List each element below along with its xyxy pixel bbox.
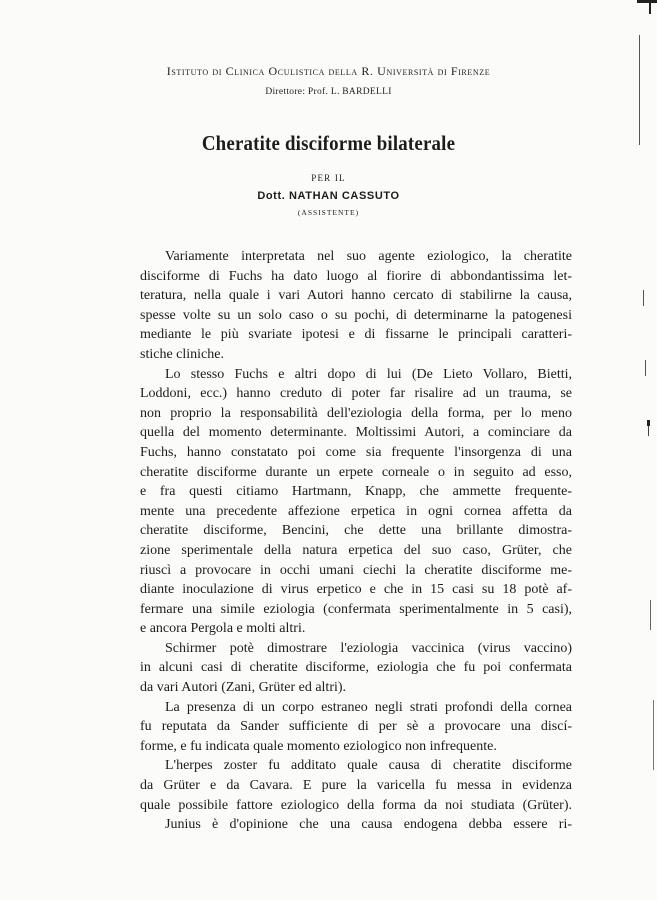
body-line: zione sperimentale della natura erpetica del suo caso, Grüter, che — [140, 542, 572, 558]
body-line: spesse volte su un solo caso o su pochi, di determinarne la patogenesi — [140, 307, 572, 323]
body-line: Lo stesso Fuchs e altri dopo di lui (De Lieto Vollaro, Bietti, — [165, 366, 572, 382]
body-line: diante inoculazione di virus erpetico e che in 15 casi su 18 potè af- — [140, 582, 572, 598]
body-line: L'herpes zoster fu additato quale causa di cheratite disciforme — [165, 758, 572, 774]
scan-edge-mark — [645, 360, 646, 376]
body-line: fu reputata da Sander sufficiente di per sè a provocare una discí- — [140, 719, 572, 735]
body-line: quella del momento determinante. Moltissimi Autori, a cominciare da — [140, 425, 572, 441]
body-line: e fra questi citiamo Hartmann, Knapp, che ammette frequente- — [140, 484, 572, 500]
body-line: da vari Autori (Zani, Grüter ed altri). — [140, 680, 347, 696]
author-name: Dott. NATHAN CASSUTO — [257, 190, 400, 202]
scan-edge-mark — [649, 0, 651, 14]
body-line: quale possibile fattore eziologico della forma da noi studiata (Grüter). — [140, 797, 572, 813]
body-line: Fuchs, hanno constatato poi come sia frequente l'insorgenza di una — [140, 444, 572, 460]
scan-edge-mark — [637, 0, 657, 3]
author-role: (ASSISTENTE) — [297, 208, 360, 217]
scan-edge-marks — [627, 0, 657, 900]
body-line: Schirmer potè dimostrare l'eziologia vaccinica (virus vaccino) — [165, 640, 572, 656]
byline-prefix: PER IL — [311, 173, 346, 183]
body-line: non proprio la responsabilità dell'eziologia della forma, per lo meno — [140, 405, 572, 421]
body-line: da Grüter e da Cavara. E pure la varicella fu messa in evidenza — [140, 778, 572, 794]
director-line: Direttore: Prof. L. BARDELLI — [265, 87, 392, 97]
scan-edge-mark — [643, 290, 644, 306]
scan-edge-mark — [639, 35, 640, 145]
body-line: La presenza di un corpo estraneo negli strati profondi della cornea — [165, 699, 572, 715]
article-body — [140, 247, 572, 835]
article-title: Cheratite disciforme bilaterale — [201, 131, 456, 155]
body-line: disciforme di Fuchs ha dato luogo al fiorire di abbondantissima let- — [140, 268, 572, 284]
body-line: Junius è d'opinione che una causa endogena debba essere ri- — [165, 817, 572, 833]
body-line: forme, e fu indicata quale momento eziologico non infrequente. — [140, 738, 497, 754]
body-line: Loddoni, ecc.) hanno creduto di poter far risalire ad un trauma, se — [140, 386, 572, 402]
body-line: stiche cliniche. — [140, 346, 224, 362]
scan-edge-mark — [653, 700, 654, 770]
institute-header: Istituto di Clinica Oculistica della R. Università di Firenze — [166, 64, 491, 78]
body-line: e ancora Pergola e molti altri. — [140, 621, 306, 637]
body-line: in alcuni casi di cheratite disciforme, eziologia che fu poi confermata — [140, 660, 572, 676]
scan-edge-mark — [650, 600, 651, 630]
body-line: mente una precedente affezione erpetica in ogni cornea affetta da — [140, 503, 572, 519]
body-line: cheratite disciforme durante un erpete corneale o in seguito ad esso, — [140, 464, 572, 480]
body-line: cheratite disciforme, Bencini, che dette una brillante dimostra- — [140, 523, 572, 539]
body-line: riuscì a provocare in occhi umani ciechi la cheratite disciforme me- — [140, 562, 572, 578]
scan-edge-mark — [648, 426, 649, 436]
body-line: mediante le più svariate ipotesi e di fissarne le principali caratteri- — [140, 327, 572, 343]
body-line: Variamente interpretata nel suo agente eziologico, la cheratite — [165, 249, 572, 264]
body-line: fermare una simile eziologia (confermata sperimentalmente in 5 casi), — [140, 601, 572, 617]
body-line: teratura, nella quale i vari Autori hanno cercato di stabilirne la causa, — [140, 288, 572, 304]
